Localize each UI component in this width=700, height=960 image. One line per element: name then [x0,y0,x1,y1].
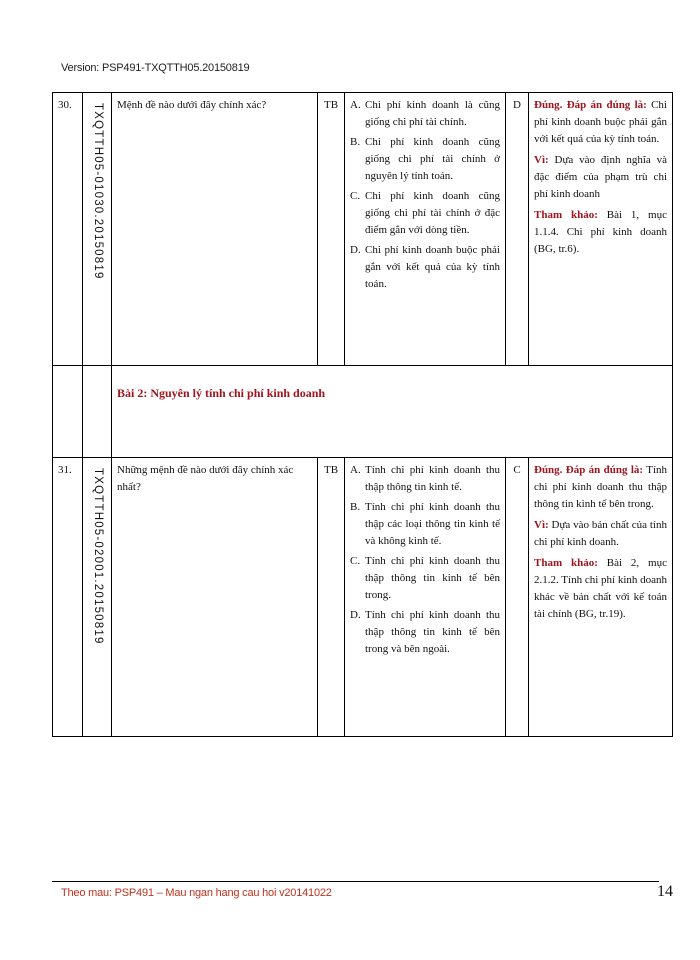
correct-label: Đúng. Đáp án đúng là: [534,99,647,111]
option-b [350,499,500,550]
explanation-cell [529,93,673,366]
question-number: 30. [53,93,83,366]
lesson-cell [112,366,673,458]
option-text: Chi phí kinh doanh cũng giống chi phí tài chính ở nguyên lý tính toán. [365,136,500,183]
option-text: Tính chi phí kinh doanh thu thập thông tin kinh tế bên trong. [365,555,500,602]
option-text: Chi phí kinh doanh buộc phải gắn với kết quả của kỳ tính toán. [365,244,500,291]
question-table [52,92,673,737]
option-label: B. [350,136,361,149]
option-a [350,462,500,496]
reason-text: Dựa vào bản chất của tính chi phí kinh doanh. [534,519,667,549]
empty-cell [53,366,83,458]
correct-answer-note [534,97,667,148]
option-b [350,134,500,185]
reference-note [534,207,667,258]
options-cell [345,458,506,737]
option-d [350,607,500,658]
reference-text: Bài 2, mục 2.1.2. Tính chi phí kinh doanh khác về bản chất với kế toán tài chính (BG, tr.19). [534,557,668,621]
option-label: C. [350,190,361,203]
difficulty-level: TB [318,93,345,366]
option-c [350,553,500,604]
reason-note [534,152,667,203]
question-number: 31. [53,458,83,737]
reason-label: Vì: [534,154,549,167]
question-code: TXQTTH05-01030.20150819 [91,103,104,280]
explanation-cell [529,458,673,737]
question-row-31 [53,458,673,737]
option-text: Tính chi phí kinh doanh thu thập các loại thông tin kinh tế và không kinh tế. [365,501,500,548]
option-text: Chi phí kinh doanh cũng giống chi phí tài chính ở đặc điểm gắn với dòng tiền. [365,190,500,237]
option-label: B. [350,501,361,514]
question-code-cell [83,93,112,366]
footer-template-label: Theo mau: PSP491 – Mau ngan hang cau hoi v20141022 [61,887,332,899]
question-code-cell [83,458,112,737]
reason-label: Vì: [534,519,549,532]
option-text: Chi phí kinh doanh là cũng giống chi phí tài chính. [365,99,500,129]
difficulty-level: TB [318,458,345,737]
reason-note [534,517,667,551]
correct-text: Chi phí kinh doanh buộc phải gắn với kết quả của kỳ tính toán. [534,99,667,146]
options-cell [345,93,506,366]
reference-label: Tham khảo: [534,557,598,570]
correct-text: Tính chi phí kinh doanh thu thập thông tin kinh tế bên trong. [534,464,667,511]
option-text: Tính chi phí kinh doanh thu thập thông tin kinh tế. [365,464,500,494]
option-label: A. [350,99,361,111]
option-label: D. [350,244,361,257]
option-label: A. [350,464,361,476]
empty-cell [83,366,112,458]
page-number: 14 [657,883,673,900]
option-c [350,188,500,239]
question-text: Những mệnh đề nào dưới đây chính xác nhất? [112,458,318,737]
reference-note [534,555,667,623]
answer-key: D [506,93,529,366]
reference-label: Tham khảo: [534,209,598,222]
correct-answer-note [534,462,667,513]
reference-text: Bài 1, mục 1.1.4. Chi phí kinh doanh (BG, tr.6). [534,209,667,256]
answer-key: C [506,458,529,737]
option-text: Tính chi phí kinh doanh thu thập thông tin kinh tế bên trong và bên ngoài. [365,609,500,656]
lesson-title: Bài 2: Nguyên lý tính chi phí kinh doanh [117,386,326,400]
option-label: C. [350,555,361,568]
question-code: TXQTTH05-02001.20150819 [91,468,104,645]
option-d [350,242,500,293]
lesson-row [53,366,673,458]
correct-label: Đúng. Đáp án đúng là: [534,464,644,476]
option-a [350,97,500,131]
option-label: D. [350,609,361,622]
question-text: Mệnh đề nào dưới đây chính xác? [112,93,318,366]
reason-text: Dựa vào định nghĩa và đặc điểm của phạm trù chi phí kinh doanh [534,154,667,201]
question-row-30 [53,93,673,366]
footer-divider [52,881,659,882]
version-label: Version: PSP491-TXQTTH05.20150819 [61,62,250,74]
